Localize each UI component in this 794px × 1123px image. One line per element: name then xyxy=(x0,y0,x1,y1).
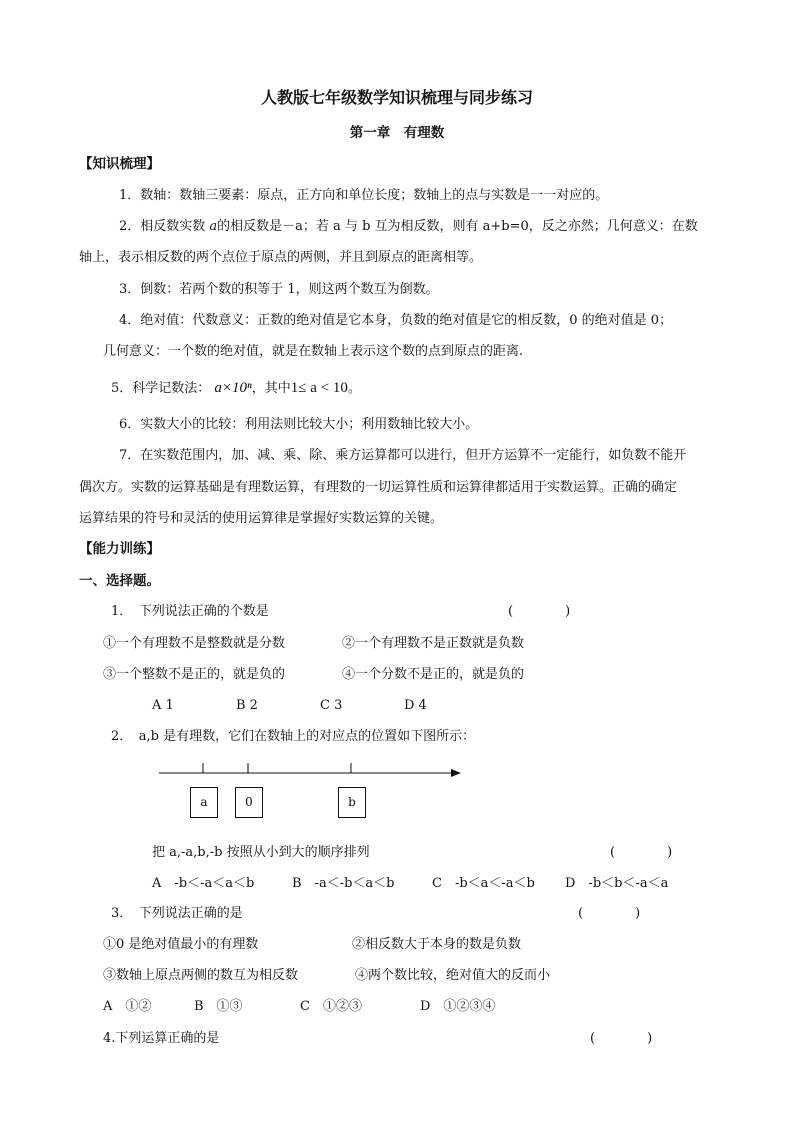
q3-option-b: B ①③ xyxy=(194,999,243,1014)
q1-option-b: B 2 xyxy=(236,698,258,713)
knowledge-item-2-line2: 轴上，表示相反数的两个点位于原点的两侧，并且到原点的距离相等。 xyxy=(79,250,483,265)
knowledge-item-1: 1．数轴：数轴三要素：原点，正方向和单位长度；数轴上的点与实数是一一对应的。 xyxy=(119,188,609,203)
q3-statement-1: ①0 是绝对值最小的有理数 xyxy=(103,937,259,952)
knowledge-item-7-line1: 7．在实数范围内，加、减、乘、除、乘方运算都可以进行，但开方运算不一定能行，如负数不能开 xyxy=(119,448,687,463)
knowledge-item-5 xyxy=(111,381,361,396)
q4-stem: 4.下列运算正确的是 xyxy=(103,1031,220,1046)
point-label-a: a xyxy=(190,787,218,818)
knowledge-item-2-line1 xyxy=(119,220,698,233)
knowledge-item-7-line2: 偶次方。实数的运算基础是有理数运算，有理数的一切运算性质和运算律都适用于实数运算。正确的确定 xyxy=(79,480,678,495)
q3-statement-2: ②相反数大于本身的数是负数 xyxy=(352,937,522,952)
q1-stem: 1． 下列说法正确的个数是 xyxy=(111,604,269,619)
knowledge-header: 【知识梳理】 xyxy=(79,156,160,172)
q2-option-d: D -b＜b＜-a＜a xyxy=(565,876,669,891)
q3-statement-4: ④两个数比较，绝对值大的反而小 xyxy=(355,968,551,983)
number-line-figure xyxy=(159,763,469,823)
q1-statement-4: ④一个分数不是正的，就是负的 xyxy=(342,667,525,682)
q1-option-c: C 3 xyxy=(320,698,343,713)
scientific-notation-formula: a×10ⁿ xyxy=(214,380,252,396)
document-title: 人教版七年级数学知识梳理与同步练习 xyxy=(260,88,533,107)
section-multiple-choice: 一、选择题。 xyxy=(79,573,160,589)
q1-answer-paren: ( ) xyxy=(508,604,571,619)
scientific-notation-range: 1≤ a < 10 xyxy=(290,380,348,396)
knowledge-item-5-end: 。 xyxy=(347,381,361,396)
chapter-heading: 第一章 有理数 xyxy=(349,125,445,141)
knowledge-item-3: 3．倒数：若两个数的积等于 1，则这两个数互为倒数。 xyxy=(119,282,439,297)
knowledge-item-5-mid: ，其中 xyxy=(251,381,291,396)
knowledge-item-4-line1: 4．绝对值：代数意义：正数的绝对值是它本身，负数的绝对值是它的相反数，0 的绝对值是 0； xyxy=(119,313,673,328)
q2-option-a: A -b＜-a＜a＜b xyxy=(152,876,255,891)
training-header: 【能力训练】 xyxy=(79,541,160,557)
q3-statement-3: ③数轴上原点两侧的数互为相反数 xyxy=(103,968,299,983)
variable-a: a xyxy=(209,219,218,234)
q2-answer-paren: ( ) xyxy=(610,845,673,860)
q1-statement-2: ②一个有理数不是正数就是负数 xyxy=(342,636,525,651)
point-label-zero: 0 xyxy=(235,787,263,818)
point-label-b: b xyxy=(338,787,366,818)
knowledge-item-6: 6．实数大小的比较：利用法则比较大小；利用数轴比较大小。 xyxy=(119,417,479,432)
q1-option-d: D 4 xyxy=(404,698,427,713)
q4-answer-paren: ( ) xyxy=(590,1031,653,1046)
q1-statement-3: ③一个整数不是正的，就是负的 xyxy=(103,667,286,682)
q3-option-a: A ①② xyxy=(103,999,152,1014)
q2-instruction: 把 a,-a,b,-b 按照从小到大的顺序排列 xyxy=(152,845,370,860)
q3-stem: 3． 下列说法正确的是 xyxy=(111,906,243,921)
q2-option-c: C -b＜a＜-a＜b xyxy=(432,876,535,891)
q2-option-b: B -a＜-b＜a＜b xyxy=(292,876,395,891)
knowledge-item-4-line2: 几何意义：一个数的绝对值，就是在数轴上表示这个数的点到原点的距离. xyxy=(103,344,524,359)
knowledge-item-2-prefix: 2．相反数实数 xyxy=(119,219,210,234)
q2-stem: 2． a,b 是有理数，它们在数轴上的对应点的位置如下图所示： xyxy=(111,729,476,744)
q3-answer-paren: ( ) xyxy=(578,906,641,921)
knowledge-item-2-text: 的相反数是－a；若 a 与 b 互为相反数，则有 a+b=0，反之亦然；几何意义：在数 xyxy=(217,219,698,234)
arrow-right-icon xyxy=(451,769,461,777)
q1-statement-1: ①一个有理数不是整数就是分数 xyxy=(103,636,286,651)
q3-option-c: C ①②③ xyxy=(300,999,362,1014)
knowledge-item-7-line3: 运算结果的符号和灵活的使用运算律是掌握好实数运算的关键。 xyxy=(79,511,444,526)
q3-option-d: D ①②③④ xyxy=(420,999,496,1014)
knowledge-item-5-prefix: 5．科学记数法： xyxy=(111,381,211,396)
q1-option-a: A 1 xyxy=(152,698,174,713)
